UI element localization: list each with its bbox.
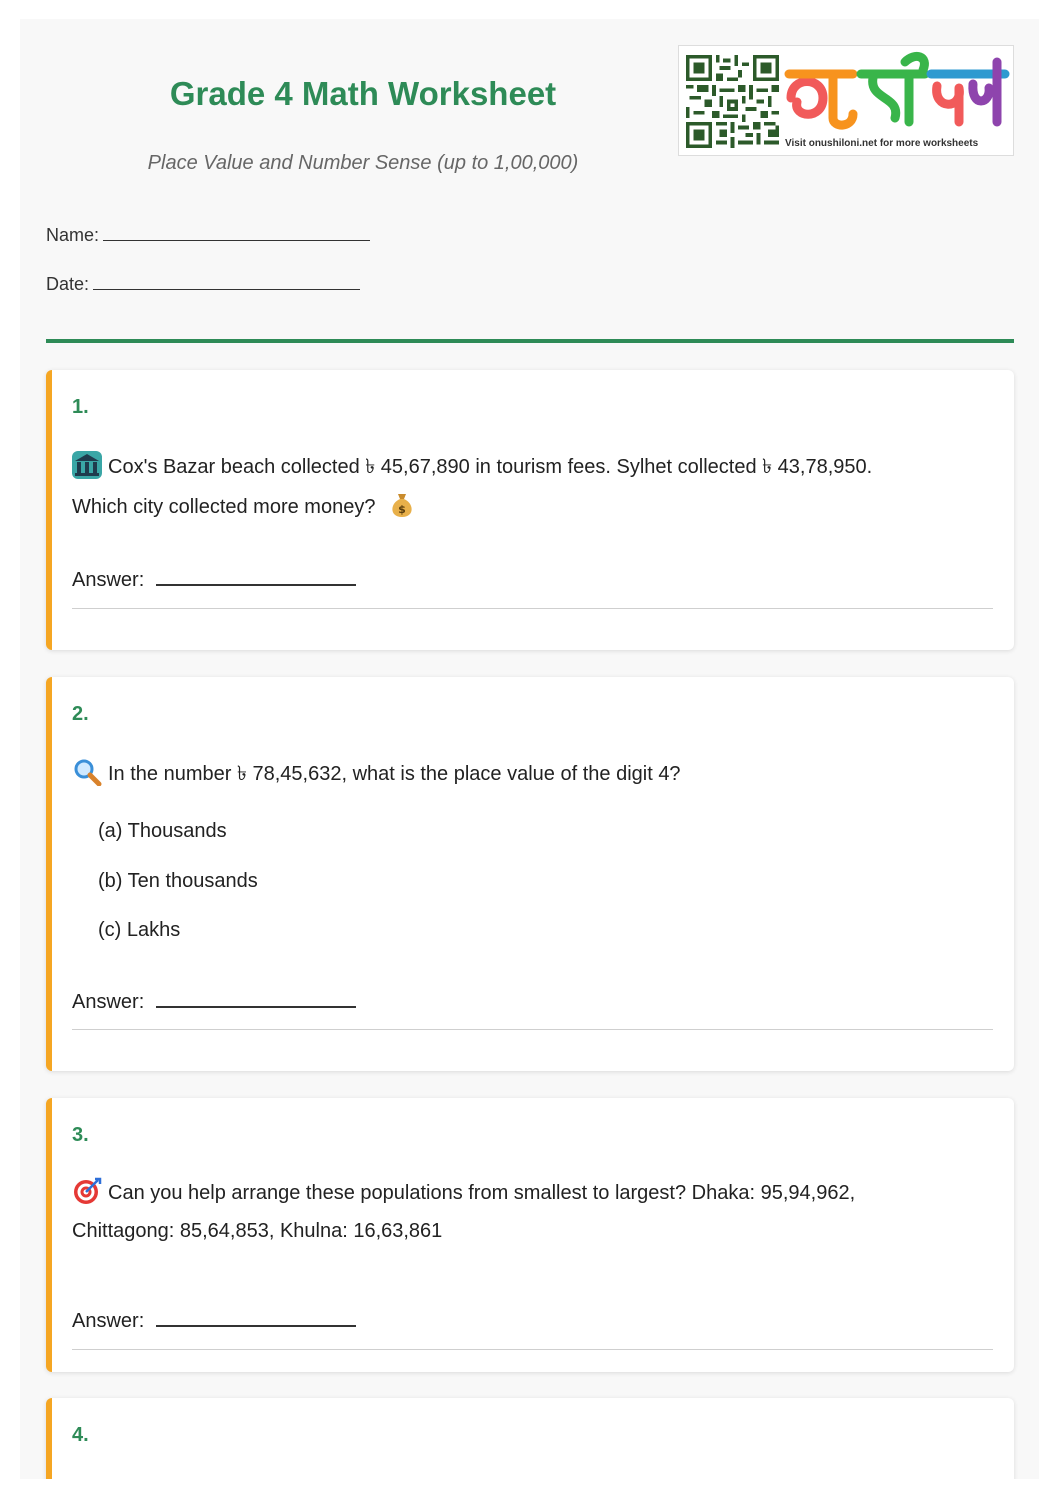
question-text xyxy=(72,447,992,527)
onushiloni-logo-icon xyxy=(783,48,1011,138)
option-c[interactable]: (c) Lakhs xyxy=(98,919,181,941)
money-bag-icon xyxy=(387,491,417,519)
question-line-1: Can you help arrange these populations from smallest to largest? Dhaka: 95,94,962, xyxy=(108,1182,856,1204)
answer-blank[interactable] xyxy=(156,988,356,1008)
question-number: 3. xyxy=(72,1124,89,1146)
question-line-2: Chittagong: 85,64,853, Khulna: 16,63,861 xyxy=(72,1220,443,1242)
question-card-2 xyxy=(46,677,1014,1071)
question-number: 4. xyxy=(72,1424,89,1446)
answer-row[interactable] xyxy=(72,988,356,1014)
name-input-line[interactable] xyxy=(103,227,370,241)
header-divider xyxy=(46,339,1014,343)
option-a[interactable]: (a) Thousands xyxy=(98,820,227,842)
question-card-3 xyxy=(46,1098,1014,1372)
option-b[interactable]: (b) Ten thousands xyxy=(98,870,258,892)
question-line-1: Cox's Bazar beach collected ৳ 45,67,890 in tourism fees. Sylhet collected ৳ 43,78,950. xyxy=(108,456,873,478)
answer-divider xyxy=(72,1349,993,1350)
name-label: Name: xyxy=(46,225,100,245)
question-text xyxy=(72,1174,992,1250)
magnifying-glass-icon xyxy=(72,758,102,786)
question-number: 1. xyxy=(72,396,89,418)
answer-blank[interactable] xyxy=(156,566,356,586)
visit-link[interactable]: Visit onushiloni.net for more worksheets xyxy=(785,138,979,149)
answer-label: Answer: xyxy=(72,991,145,1013)
answer-divider xyxy=(72,608,993,609)
question-card-4 xyxy=(46,1398,1014,1479)
name-field[interactable] xyxy=(46,225,370,246)
question-text xyxy=(72,754,992,794)
page-title: Grade 4 Math Worksheet xyxy=(169,75,557,112)
answer-label: Answer: xyxy=(72,1310,145,1332)
svg-text:$: $ xyxy=(398,503,406,516)
logo-banner[interactable] xyxy=(678,45,1014,156)
question-number: 2. xyxy=(72,703,89,725)
answer-label: Answer: xyxy=(72,569,145,591)
question-line-2: Which city collected more money? xyxy=(72,496,376,518)
date-input-line[interactable] xyxy=(93,276,360,290)
date-field[interactable] xyxy=(46,274,360,295)
question-card-1 xyxy=(46,370,1014,650)
qr-code-icon xyxy=(686,54,779,149)
answer-row[interactable] xyxy=(72,566,356,592)
answer-blank[interactable] xyxy=(156,1307,356,1327)
classical-building-icon xyxy=(72,451,102,479)
date-label: Date: xyxy=(46,274,90,294)
answer-row[interactable] xyxy=(72,1307,356,1333)
page-subtitle: Place Value and Number Sense (up to 1,00,000) xyxy=(147,152,579,174)
question-line-1: In the number ৳ 78,45,632, what is the place value of the digit 4? xyxy=(108,763,681,785)
worksheet-page xyxy=(20,19,1039,1479)
answer-divider xyxy=(72,1029,993,1030)
target-icon xyxy=(72,1177,102,1205)
